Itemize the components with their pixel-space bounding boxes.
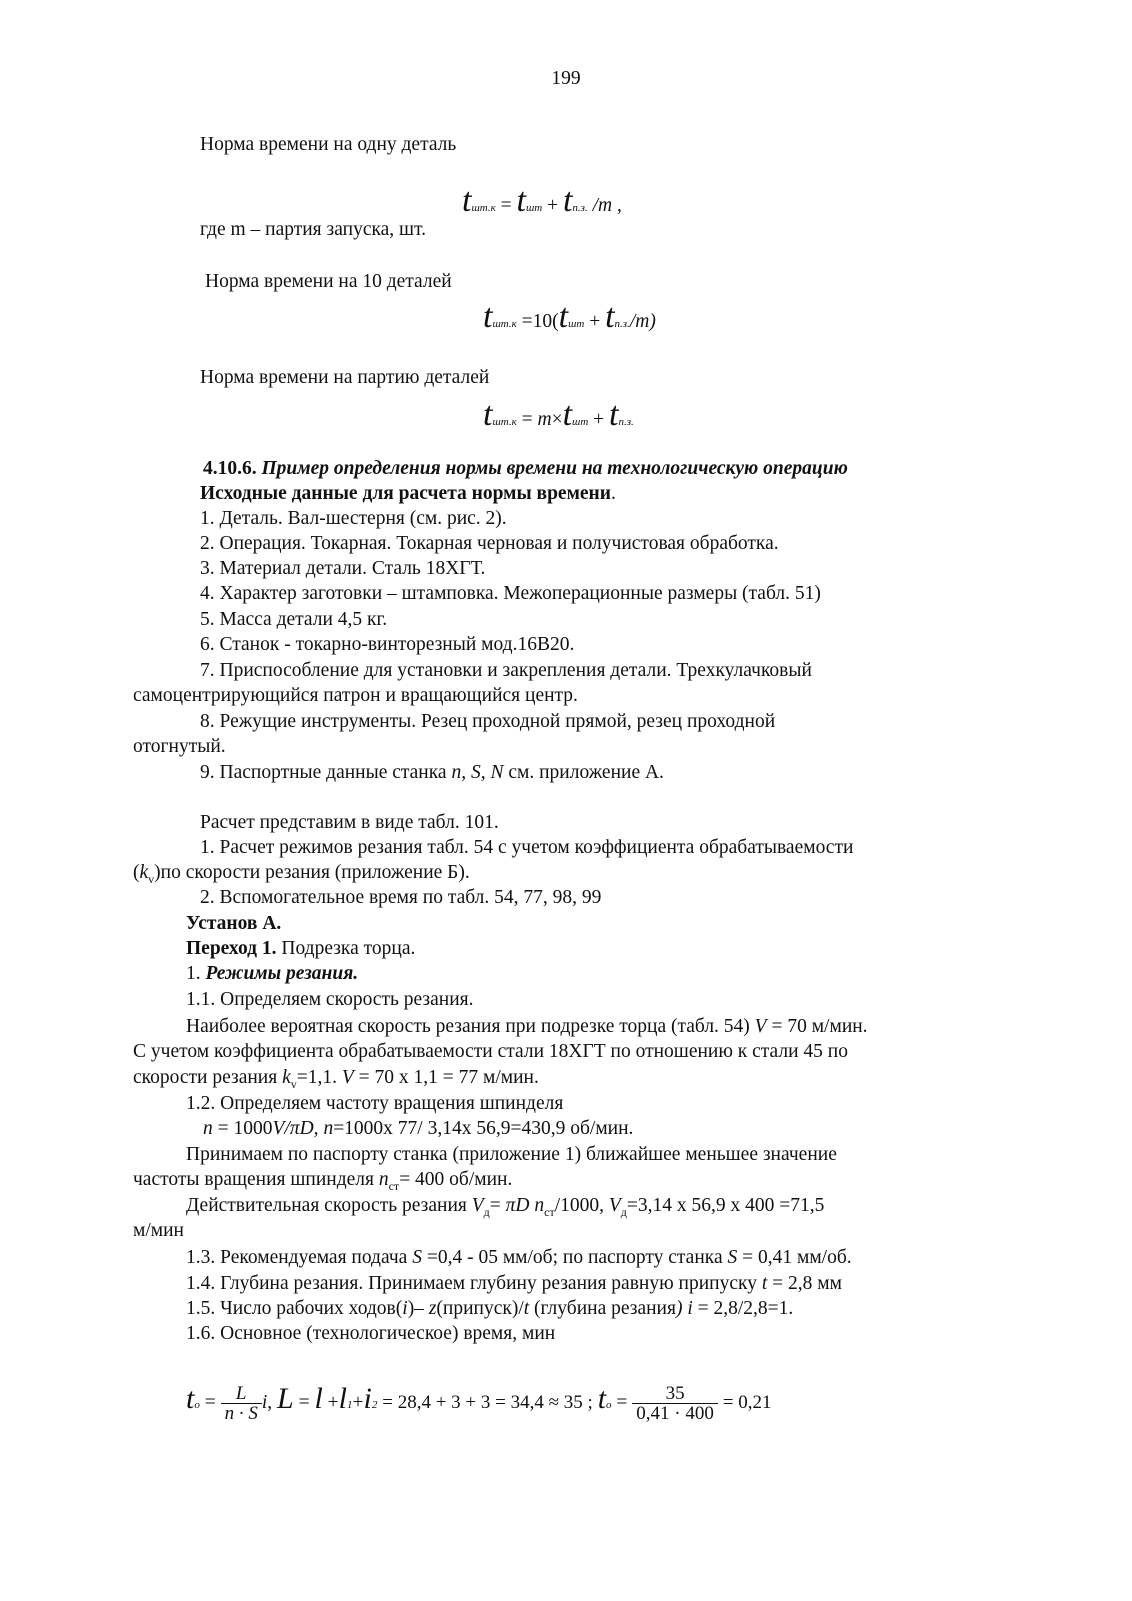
formula-batch: tшт.к = m×tшт + tп.з.	[483, 396, 634, 433]
section-heading	[203, 457, 848, 481]
calc-paragraph: 2. Вспомогательное время по табл. 54, 77, 98, 99	[200, 887, 602, 908]
section-title: Пример определения нормы времени на технологическую операцию	[261, 458, 848, 479]
list-item: 6. Станок - токарно-винторезный мод.16В20.	[200, 634, 575, 655]
page-number: 199	[551, 68, 581, 89]
cutting-modes-heading: 1. Режимы резания.	[186, 963, 359, 984]
transition-heading: Переход 1. Подрезка торца.	[186, 938, 416, 959]
norm-batch-label: Норма времени на партию деталей	[200, 367, 490, 388]
step-1-2-text: частоты вращения шпинделя $n_{ст}= 400$ об/мин.	[133, 1169, 513, 1193]
list-item: 2. Операция. Токарная. Токарная черновая и получистовая обработка.	[200, 533, 779, 554]
step-1-2-text: Принимаем по паспорту станка (приложение 1) ближайшее меньшее значение	[186, 1144, 837, 1165]
step-1-1: 1.1. Определяем скорость резания.	[186, 989, 474, 1010]
list-item: 1. Деталь. Вал-шестерня (см. рис. 2).	[200, 508, 507, 529]
list-item: 3. Материал детали. Сталь 18ХГТ.	[200, 558, 486, 579]
step-1-2-text: Действительная скорость резания $V_д= \pi D$ $n_{ст}/1000$, $V_д=3,14$ х 56,9 х 400 =71,5	[186, 1195, 825, 1219]
section-number: 4.10.6.	[203, 458, 257, 479]
calc-intro: Расчет представим в виде табл. 101.	[200, 812, 499, 833]
result-numerator: 35	[632, 1384, 718, 1404]
fraction-denominator: n · S	[224, 1403, 258, 1425]
step-1-2-text: м/мин	[133, 1220, 184, 1241]
main-time-formula: to = $\frac{L}{n \cdot S}$ i, L = l +l1+i2 = 28,4 + 3 + 3 = 34,4 ≈ 35 ; to = $\frac{35}{0,41 \cdot 400}$ = 0,21	[186, 1382, 772, 1425]
step-1-5: 1.5. Число рабочих ходов(i)– z(припуск)/t (глубина резания) i = 2,8/2,8=1.	[186, 1298, 794, 1319]
list-item-continuation: отогнутый.	[133, 736, 226, 757]
norm-ten-parts-label: Норма времени на 10 деталей	[205, 271, 452, 292]
step-1-3: 1.3. Рекомендуемая подача S =0,4 - 05 мм/об; по паспорту станка S = 0,41 мм/об.	[186, 1247, 852, 1268]
calc-paragraph-continuation: $(k_v)по$ скорости резания (приложение Б).	[133, 862, 470, 886]
where-m-note: где m – партия запуска, шт.	[200, 219, 427, 240]
list-item: 9. Паспортные данные станка n, S, N см. приложение А.	[200, 762, 664, 783]
list-item: 5. Масса детали 4,5 кг.	[200, 609, 388, 630]
step-1-2-formula: n = 1000V/πD, n=1000х 77/ 3,14х 56,9=430,9 об/мин.	[203, 1118, 634, 1139]
formula-ten-parts: tшт.к =10(tшт + tп.з./m)	[483, 298, 656, 335]
step-1-1-text: С учетом коэффициента обрабатываемости стали 18ХГТ по отношению к стали 45 по	[133, 1041, 848, 1062]
list-item: 4. Характер заготовки – штамповка. Межоперационные размеры (табл. 51)	[200, 583, 821, 604]
step-1-6: 1.6. Основное (технологическое) время, мин	[186, 1323, 556, 1344]
section-subtitle: Исходные данные для расчета нормы времени	[200, 483, 611, 504]
setup-heading: Установ А.	[186, 913, 282, 934]
step-1-2: 1.2. Определяем частоту вращения шпинделя	[186, 1093, 564, 1114]
step-1-4: 1.4. Глубина резания. Принимаем глубину резания равную припуску t = 2,8 мм	[186, 1273, 842, 1294]
fraction-numerator: L	[221, 1384, 262, 1404]
list-item: 7. Приспособление для установки и закрепления детали. Трехкулачковый	[200, 660, 812, 681]
formula-one-part: tшт.к = tшт + tп.з. /m ,	[462, 182, 622, 219]
step-1-1-text: скорости резания $k_v=1,1$. V = 70 х 1,1 = 77 м/мин.	[133, 1067, 539, 1091]
step-1-1-text: Наиболее вероятная скорость резания при подрезке торца (табл. 54) V = 70 м/мин.	[186, 1016, 868, 1037]
calc-paragraph: 1. Расчет режимов резания табл. 54 с учетом коэффициента обрабатываемости	[200, 837, 854, 858]
result-denominator: 0,41 · 400	[636, 1403, 714, 1425]
list-item-continuation: самоцентрирующийся патрон и вращающийся центр.	[133, 685, 578, 706]
list-item: 8. Режущие инструменты. Резец проходной прямой, резец проходной	[200, 711, 776, 732]
norm-one-part-label: Норма времени на одну деталь	[200, 134, 457, 155]
section-subtitle-line: Исходные данные для расчета нормы времени.	[200, 483, 616, 504]
